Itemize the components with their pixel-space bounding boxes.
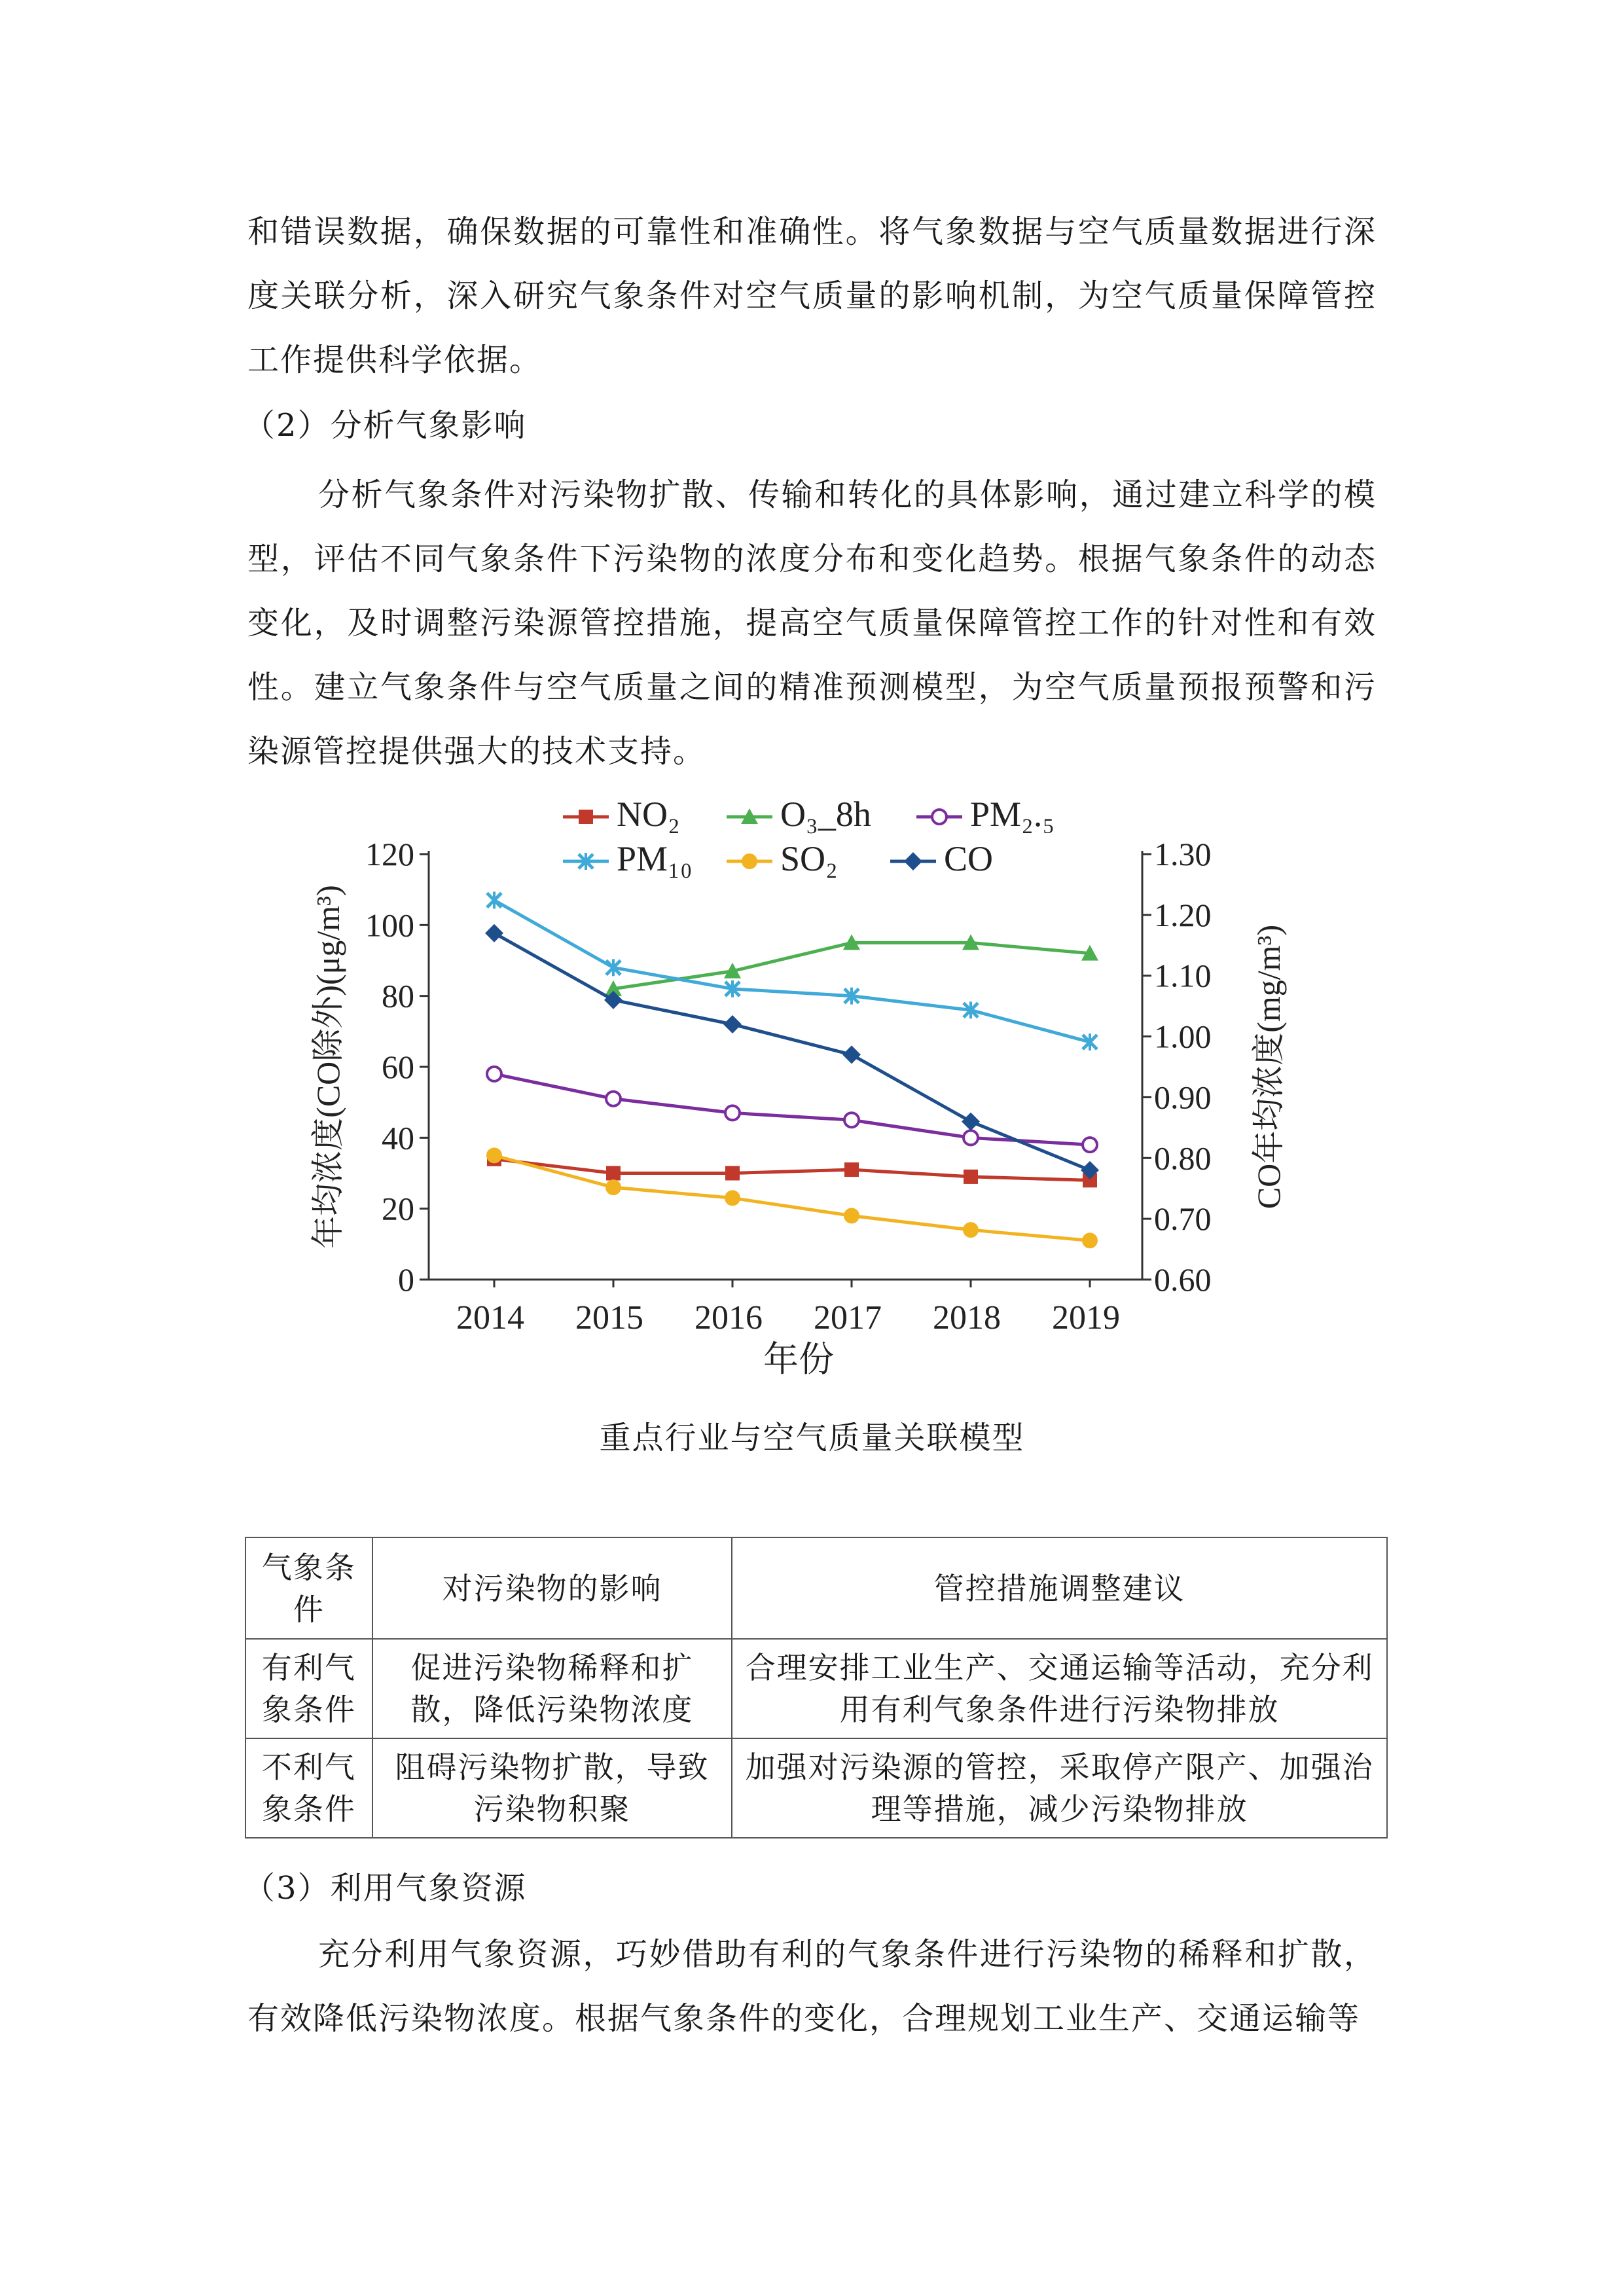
left-tick-label: 60 <box>382 1049 414 1085</box>
data-point <box>606 1092 621 1106</box>
table-header-cell: 管控措施调整建议 <box>732 1537 1387 1639</box>
legend-label: PM₂.₅ <box>970 795 1055 834</box>
chart-axes <box>310 836 1287 1379</box>
data-point <box>844 1162 859 1177</box>
left-tick-label: 100 <box>365 906 414 944</box>
table-header-row <box>245 1537 1387 1639</box>
right-tick-label: 0.90 <box>1154 1079 1212 1116</box>
series-line <box>494 933 1090 1170</box>
pollutant-trend-chart <box>288 792 1303 1401</box>
right-tick-label: 1.30 <box>1154 836 1212 872</box>
legend-label: O₃_8h <box>780 795 871 834</box>
left-tick-label: 0 <box>398 1261 414 1298</box>
table-cell: 促进污染物稀释和扩散，降低污染物浓度 <box>372 1639 732 1738</box>
left-tick-label: 120 <box>365 836 414 872</box>
left-tick-label: 40 <box>382 1119 414 1157</box>
legend-item <box>916 795 1055 834</box>
x-axis-title: 年份 <box>763 1340 834 1379</box>
legend-item <box>727 839 838 878</box>
data-point <box>579 810 593 824</box>
figure-caption: 重点行业与空气质量关联模型 <box>599 1420 1025 1456</box>
legend-item <box>727 795 871 834</box>
table-row <box>245 1738 1387 1838</box>
table-header-cell: 对污染物的影响 <box>372 1537 732 1639</box>
data-point <box>1083 1138 1097 1152</box>
data-point <box>605 1179 621 1195</box>
data-point <box>487 1067 501 1081</box>
data-point <box>962 1113 980 1131</box>
weather-impact-table <box>245 1537 1388 1839</box>
x-tick-label: 2017 <box>814 1299 882 1336</box>
x-tick-label: 2019 <box>1052 1299 1120 1336</box>
legend-item <box>563 795 680 834</box>
data-point <box>1082 1232 1098 1248</box>
chart-legend <box>563 795 1055 878</box>
data-point <box>725 1105 740 1120</box>
series-PM₂.₅ <box>487 1067 1097 1152</box>
right-tick-label: 0.70 <box>1154 1200 1212 1238</box>
table-cell: 加强对污染源的管控，采取停产限产、加强治理等措施，减少污染物排放 <box>732 1738 1387 1838</box>
legend-label: PM₁₀ <box>617 839 693 878</box>
series-O₃_8h <box>605 934 1098 996</box>
section-heading-use-weather: （3）利用气象资源 <box>244 1870 527 1907</box>
right-tick-label: 0.80 <box>1154 1139 1212 1177</box>
paragraph-data-correlation: 和错误数据，确保数据的可靠性和准确性。将气象数据与空气质量数据进行深度关联分析，深入研究气象条件对空气质量的影响机制，为空气质量保障管控工作提供科学依据。 <box>247 213 1377 378</box>
series-NO₂ <box>487 1152 1097 1188</box>
data-point <box>742 853 757 869</box>
legend-item <box>890 839 993 878</box>
data-point <box>842 1045 861 1064</box>
table-cell: 有利气象条件 <box>245 1639 372 1738</box>
x-tick-label: 2015 <box>575 1299 643 1336</box>
left-axis-title: 年均浓度(CO除外)(μg/m³) <box>310 885 346 1249</box>
data-point <box>487 891 501 908</box>
right-tick-label: 1.00 <box>1154 1018 1212 1055</box>
legend-label: NO₂ <box>617 795 680 834</box>
right-tick-label: 1.20 <box>1154 896 1212 933</box>
table-header-cell: 气象条件 <box>245 1537 372 1639</box>
data-point <box>486 1147 502 1163</box>
data-point <box>904 852 922 870</box>
table-cell: 不利气象条件 <box>245 1738 372 1838</box>
data-point <box>963 1222 979 1238</box>
data-point <box>725 1166 740 1181</box>
series-line <box>494 900 1090 1042</box>
right-axis-title: CO年均浓度(mg/m³) <box>1250 924 1287 1210</box>
data-point <box>964 1130 978 1145</box>
data-point <box>606 1166 621 1181</box>
data-point <box>725 1190 740 1206</box>
x-tick-label: 2018 <box>933 1299 1001 1336</box>
data-point <box>844 1208 859 1224</box>
chart-series <box>485 891 1099 1248</box>
right-tick-label: 1.10 <box>1154 957 1212 994</box>
legend-label: SO₂ <box>780 839 838 878</box>
data-point <box>723 1015 742 1033</box>
section-heading-analyze-weather: （2）分析气象影响 <box>244 407 527 444</box>
series-SO₂ <box>486 1147 1098 1248</box>
series-line <box>494 1159 1090 1181</box>
data-point <box>964 1170 978 1184</box>
table-row <box>245 1639 1387 1738</box>
x-tick-label: 2014 <box>456 1299 524 1336</box>
data-point <box>932 810 947 824</box>
left-tick-label: 80 <box>382 977 414 1014</box>
paragraph-use-weather: 充分利用气象资源，巧妙借助有利的气象条件进行污染物的稀释和扩散，有效降低污染物浓度。根据气象条件的变化，合理规划工业生产、交通运输等 <box>247 1936 1377 2037</box>
x-tick-label: 2016 <box>695 1299 763 1336</box>
series-PM₁₀ <box>487 891 1097 1050</box>
table-cell: 合理安排工业生产、交通运输等活动，充分利用有利气象条件进行污染物排放 <box>732 1639 1387 1738</box>
legend-item <box>563 839 693 878</box>
data-point <box>485 924 503 942</box>
data-point <box>844 1113 859 1127</box>
right-tick-label: 0.60 <box>1154 1261 1212 1298</box>
table-cell: 阻碍污染物扩散，导致污染物积聚 <box>372 1738 732 1838</box>
paragraph-analyze-weather: 分析气象条件对污染物扩散、传输和转化的具体影响，通过建立科学的模型，评估不同气象条件下污染物的浓度分布和变化趋势。根据气象条件的动态变化，及时调整污染源管控措施，提高空气质量保障管控工作的针对性和有效性。建立气象条件与空气质量之间的精准预测模型，为空气质量预报预警和污染源管控提供强大的技术支持。 <box>247 476 1377 770</box>
left-tick-label: 20 <box>382 1190 414 1227</box>
legend-label: CO <box>944 839 994 878</box>
